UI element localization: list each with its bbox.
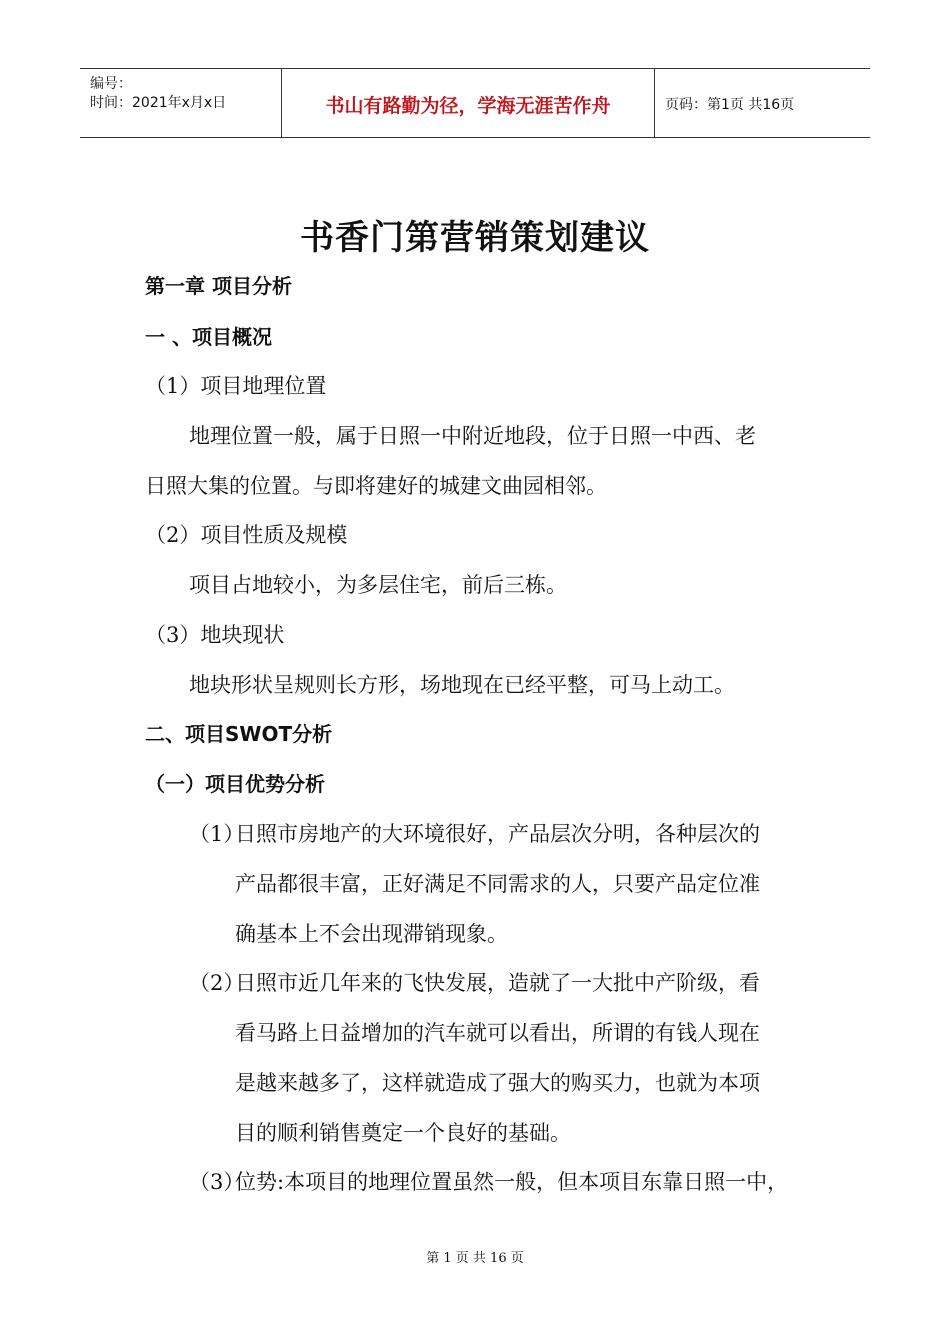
header-motto: 书山有路勤为径，学海无涯苦作舟 <box>325 95 611 117</box>
paragraph-line: 项目占地较小，为多层住宅，前后三栋。 <box>189 573 567 597</box>
subheading-status: （3）地块现状 <box>145 623 285 647</box>
document-title: 书香门第营销策划建议 <box>300 218 650 258</box>
header-meta-cell <box>80 69 282 137</box>
list-item-line: 日照市房地产的大环境很好，产品层次分明，各种层次的 <box>235 822 760 846</box>
subheading-nature: （2）项目性质及规模 <box>145 523 348 547</box>
list-item-line: 目的顺利销售奠定一个良好的基础。 <box>235 1121 571 1145</box>
header-motto-cell <box>282 69 655 137</box>
list-item-line: 产品都很丰富，正好满足不同需求的人，只要产品定位准 <box>235 872 760 896</box>
header-page-info: 页码：第1页 共16页 <box>665 97 795 113</box>
page-header <box>80 68 870 138</box>
list-item-line: 是越来越多了，这样就造成了强大的购买力，也就为本项 <box>235 1071 760 1095</box>
list-item-number: （2） <box>189 971 245 995</box>
list-item-line: 确基本上不会出现滞销现象。 <box>235 922 508 946</box>
chapter-heading: 第一章 项目分析 <box>145 274 292 298</box>
subsection-heading-strengths: （一）项目优势分析 <box>145 772 325 796</box>
subheading-location: （1）项目地理位置 <box>145 374 327 398</box>
header-page-cell <box>655 69 870 137</box>
list-item-line: 日照市近几年来的飞快发展，造就了一大批中产阶级，看 <box>235 971 760 995</box>
list-item-line: 看马路上日益增加的汽车就可以看出，所谓的有钱人现在 <box>235 1021 760 1045</box>
section-heading-overview: 一 、项目概况 <box>145 325 272 349</box>
paragraph-line: 日照大集的位置。与即将建好的城建文曲园相邻。 <box>145 474 607 498</box>
paragraph-line: 地块形状呈规则长方形，场地现在已经平整，可马上动工。 <box>189 673 735 697</box>
section-heading-swot: 二、项目SWOT分析 <box>145 722 333 746</box>
list-item-number: （3） <box>189 1170 245 1194</box>
document-date-label: 时间：2021年x月x日 <box>90 95 227 111</box>
page-footer: 第 1 页 共 16 页 <box>426 1251 524 1266</box>
document-number-label: 编号： <box>90 76 132 92</box>
paragraph-line: 地理位置一般，属于日照一中附近地段，位于日照一中西、老 <box>189 424 756 448</box>
list-item-number: （1） <box>189 822 245 846</box>
list-item-line: 位势:本项目的地理位置虽然一般，但本项目东靠日照一中， <box>235 1170 789 1194</box>
